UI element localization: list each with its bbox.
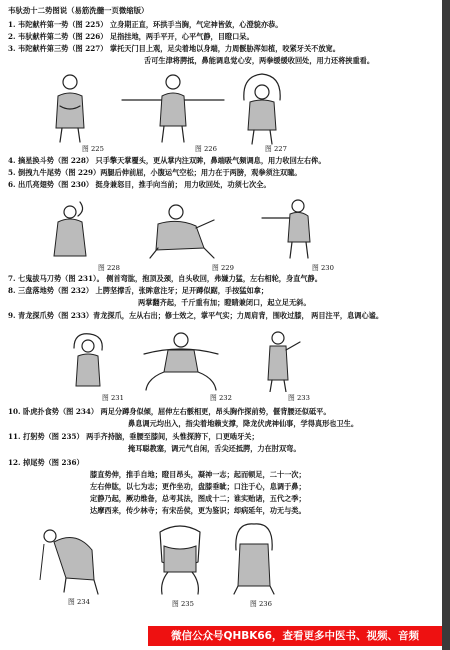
promo-banner: 微信公众号QHBK66，查看更多中医书、视频、音频 — [148, 626, 442, 646]
text-line: 8. 三盘落地势（图 232） 上腭坚撑舌，张眸意注牙；足开蹲似踞，手按猛如拿； — [8, 286, 269, 295]
figure-caption: 图 235 — [172, 600, 194, 608]
figure-caption: 图 228 — [98, 264, 120, 272]
text-line: 2. 韦驮献杵第二势（图 226） 足指挂地，两手平开，心平气静，目瞪口呆。 — [8, 32, 254, 41]
right-edge-shadow — [442, 0, 450, 650]
text-line: 9. 青龙探爪势（图 233）青龙探爪，左从右出；修士效之，掌平气实；力周肩背，围收过膝， 两目注平，息调心谧。 — [8, 311, 384, 320]
text-line: 左右伸肱，以七为志；更作坐功，盘膝垂眦；口注于心，息调于鼻； — [90, 482, 306, 491]
figure-caption: 图 231 — [102, 394, 124, 402]
text-line: 10. 卧虎扑食势（图 234） 两足分蹲身似倾，屈伸左右骽相更，昂头胸作探前势，偃背腰还似砥平。 — [8, 407, 331, 416]
figure-227-image — [232, 70, 292, 146]
text-line: 1. 韦陀献杵第一势（图 225） 立身期正直，环拱手当胸，气定神皆敛，心澄貌亦恭。 — [8, 20, 283, 29]
figure-226-image — [118, 72, 228, 144]
text-line: 舌可生津将腭抵，鼻能调息觉心安，两拳缓缓收回处，用力还将挟重看。 — [144, 56, 375, 65]
figure-caption: 图 229 — [212, 264, 234, 272]
text-line: 5. 倒拽九牛尾势（图 229）两腿后伸前屈，小腹运气空松；用力在于两膀，观拳须注双瞳。 — [8, 168, 302, 177]
figure-caption: 图 227 — [265, 145, 287, 153]
figure-235-image — [150, 522, 210, 596]
figure-234-image — [36, 520, 110, 596]
figure-231-image — [60, 328, 116, 392]
figure-caption: 图 225 — [82, 145, 104, 153]
figure-caption: 图 233 — [288, 394, 310, 402]
figure-caption: 图 226 — [195, 145, 217, 153]
text-line: 膝直势伸，推手自地；瞪目昂头，凝神一志；起而顿足，二十一次； — [90, 470, 306, 479]
page-title: 韦驮劲十二势图说（易筋洗髓一页微缩版） — [8, 6, 149, 15]
text-line: 掩耳聪教塞，调元气自闲，舌尖还抵腭，力在肘双弯。 — [128, 444, 301, 453]
figure-caption: 图 232 — [210, 394, 232, 402]
text-line: 11. 打躬势（图 235） 两手齐持脑，垂腰至膝间，头惟探胯下，口更啮牙关； — [8, 432, 259, 441]
figure-233-image — [256, 330, 302, 392]
figure-229-image — [148, 198, 218, 260]
text-line: 达摩西来，传少林寺；有宋岳侯，更为鉴识；却病延年，功无与类。 — [90, 506, 306, 515]
figure-caption: 图 236 — [250, 600, 272, 608]
text-line: 定静乃起，厥功维备，总考其法，图成十二；谁实贻诸，五代之季； — [90, 494, 306, 503]
figure-caption: 图 234 — [68, 598, 90, 606]
text-line: 7. 七鬼拔马刀势（图 231）。 侧首弯肱，抱顶及颈，自头收回，弗嫌力猛，左右相轮，身直气静。 — [8, 274, 322, 283]
figure-230-image — [260, 196, 326, 262]
figure-236-image — [222, 520, 286, 596]
figure-228-image — [40, 196, 100, 262]
text-line: 3. 韦陀献杵第三势（图 227） 掌托天门目上观，足尖着地以身端，力周骽胁浑如植，咬紧牙关不放宽。 — [8, 44, 340, 53]
text-line: 4. 摘星换斗势（图 228） 只手擎天掌覆头，更从掌内注双眸，鼻端吸气频调息，用力收回左右侔。 — [8, 156, 326, 165]
text-line: 鼻息调元均出入，指尖着地赖支撑，降龙伏虎神仙事，学得真形也卫生。 — [128, 419, 359, 428]
figure-232-image — [138, 330, 224, 392]
text-line: 12. 掉尾势（图 236） — [8, 458, 84, 467]
text-line: 6. 出爪亮翅势（图 230） 挺身兼怒目，推手向当前； 用力收回处，功须七次全。 — [8, 180, 271, 189]
text-line: 两掌翻齐起，千斤重有加；瞪睛兼闭口，起立足无斜。 — [138, 298, 311, 307]
figure-caption: 图 230 — [312, 264, 334, 272]
figure-225-image — [40, 72, 100, 144]
